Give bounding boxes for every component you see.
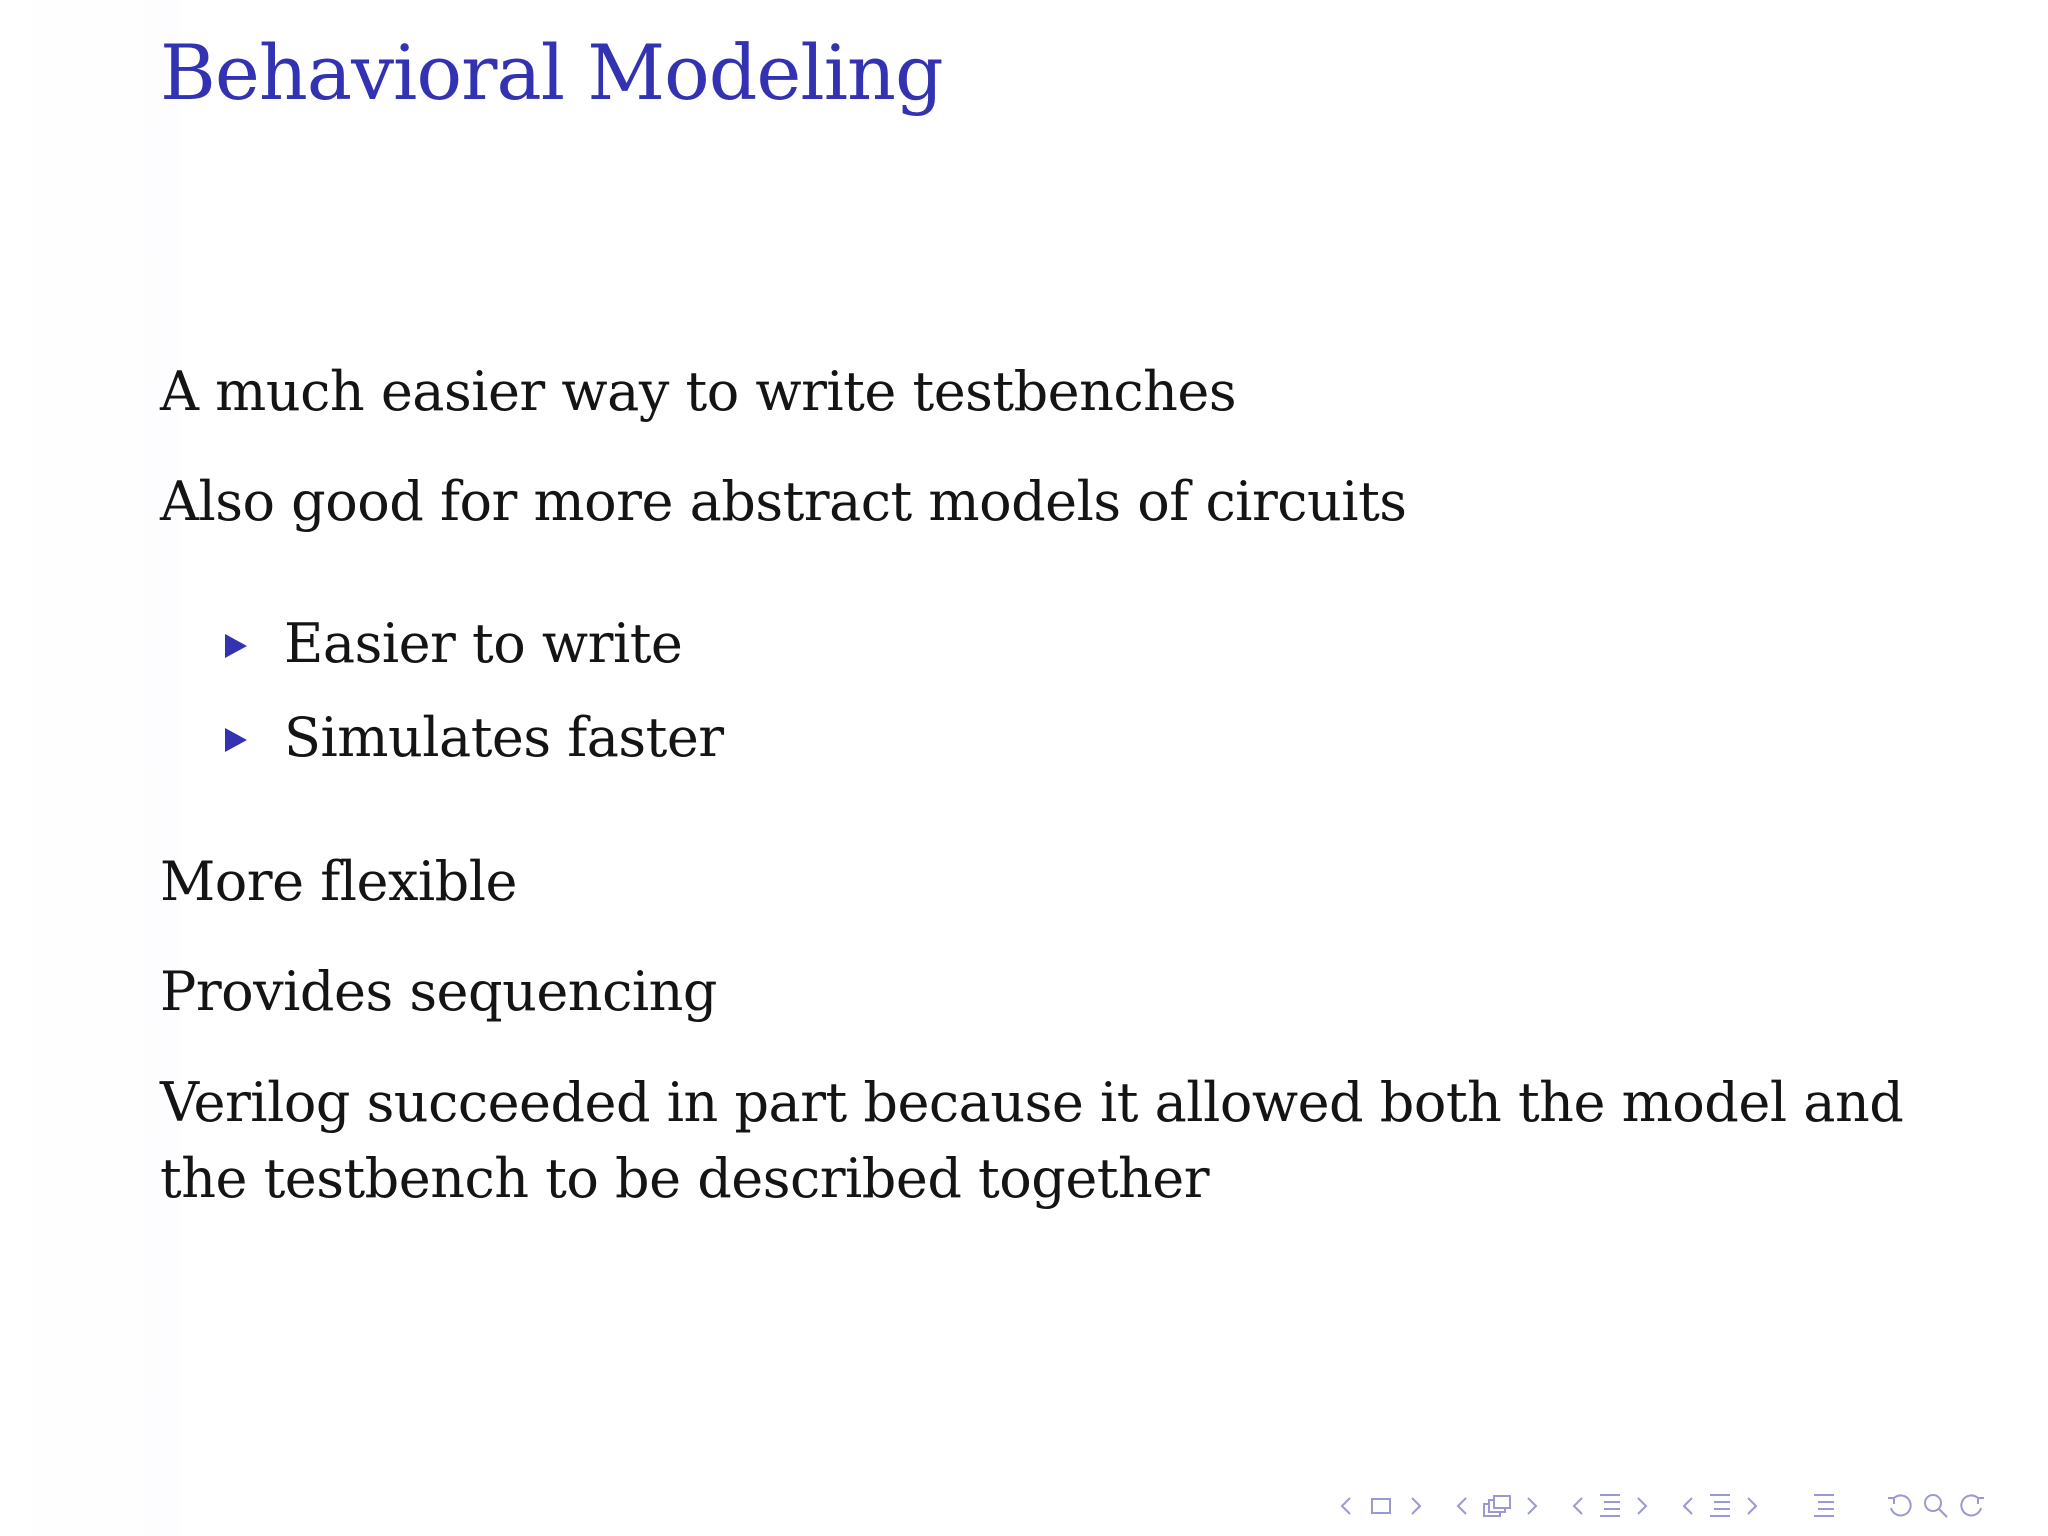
- arrow-left-icon[interactable]: [1682, 1496, 1694, 1516]
- arrow-right-icon[interactable]: [1410, 1496, 1422, 1516]
- paragraph-abstract-models: Also good for more abstract models of circuits: [160, 470, 1407, 533]
- bullet-triangle-icon: [225, 728, 247, 752]
- closing-line-2: the testbench to be described together: [160, 1147, 1210, 1210]
- section-icon[interactable]: [1598, 1491, 1622, 1521]
- arrow-left-icon[interactable]: [1340, 1496, 1352, 1516]
- search-icon[interactable]: [1922, 1492, 1950, 1520]
- arrow-left-icon[interactable]: [1572, 1496, 1584, 1516]
- frame-icon[interactable]: [1370, 1496, 1392, 1516]
- align-icon[interactable]: [1812, 1491, 1836, 1521]
- arrow-right-icon[interactable]: [1636, 1496, 1648, 1516]
- bullet-easier-to-write: Easier to write: [284, 612, 683, 675]
- slide-title: Behavioral Modeling: [160, 28, 943, 117]
- document-icon[interactable]: [1708, 1491, 1732, 1521]
- paragraph-more-flexible: More flexible: [160, 850, 517, 913]
- arrow-left-icon[interactable]: [1456, 1496, 1468, 1516]
- closing-line-1: Verilog succeeded in part because it allowed both the model and: [160, 1071, 1904, 1134]
- redo-icon[interactable]: [1958, 1492, 1986, 1520]
- paragraph-testbenches: A much easier way to write testbenches: [160, 360, 1237, 423]
- bullet-triangle-icon: [225, 634, 247, 658]
- arrow-right-icon[interactable]: [1746, 1496, 1758, 1516]
- bullet-simulates-faster: Simulates faster: [284, 706, 724, 769]
- beamer-navigation-bar: [1340, 1488, 2040, 1524]
- slide-background-strip: [0, 0, 180, 1536]
- arrow-right-icon[interactable]: [1526, 1496, 1538, 1516]
- subsection-icon[interactable]: [1482, 1492, 1512, 1520]
- paragraph-sequencing: Provides sequencing: [160, 960, 717, 1023]
- undo-icon[interactable]: [1886, 1492, 1914, 1520]
